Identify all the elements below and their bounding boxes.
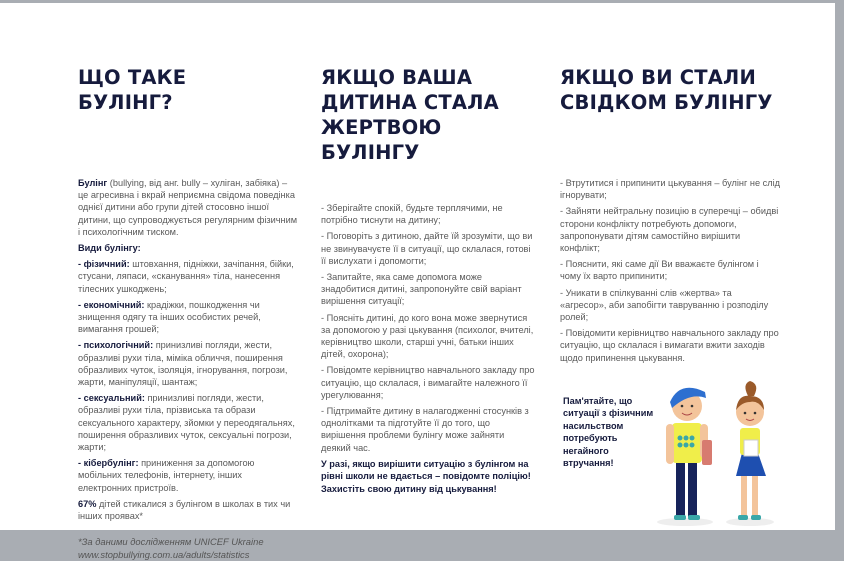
advice-item: - Пояснити, які саме дії Ви вважаєте булінгом і чому їх варто припинити; (560, 259, 759, 282)
advice-item: - Запитайте, яка саме допомога може знадобитися дитині, запропонуйте свій варіант вирішення ситуації; (321, 272, 522, 307)
section-title (560, 65, 780, 115)
title-line: ЖЕРТВОЮ БУЛІНГУ (321, 116, 442, 164)
type-term: - сексуальний: (78, 393, 145, 404)
advice-list (560, 177, 780, 364)
type-text: крадіжки, пошкодження чи знищення одягу та інших особистих речей, вимагання грошей; (78, 299, 261, 335)
type-text: принизливі погляди, жести, образливі рухи тіла, прізвиська та образи сексуального характеру, зйомки у переодягальнях, поширення образливих чуток, сексуальні погрози, жарти; (78, 393, 295, 453)
type-item (78, 299, 298, 336)
title-line: БУЛІНГ? (78, 91, 173, 114)
column-what-is-bullying (78, 65, 298, 561)
stat-text: дітей стикалися з булінгом в школах в тих чи інших проявах* (78, 498, 291, 522)
title-line: ЯКЩО ВАША (321, 66, 473, 89)
type-text: принизливі погляди, жести, образливі рухи тіла, міміка обличчя, поширення образливих чуток, ізоляція, ігнорування, погрози, жарти, маніпуляції, шантаж; (78, 340, 288, 388)
advice-item: - Зайняти нейтральну позицію в суперечці – обидві сторони конфлікту потребують допомоги, запропонувати дітям самостійно вирішити конфлікт; (560, 206, 779, 254)
type-term: - економічний: (78, 299, 145, 310)
leaflet-page (0, 3, 835, 560)
title-line: ЩО ТАКЕ (78, 66, 187, 89)
advice-item: - Повідомити керівництво навчального закладу про ситуацію, що склалася і вимагати вжити заходів щодо припинення цькування. (560, 328, 779, 363)
police-warning: У разі, якщо вирішити ситуацію з булінгом на рівні школи не вдається – повідомте поліцію! Захистіть свою дитину від цькування! (321, 458, 531, 494)
type-term: - психологічний: (78, 340, 154, 351)
type-item (78, 258, 298, 295)
advice-item: - Зберігайте спокій, будьте терплячими, не потрібно тиснути на дитину; (321, 203, 503, 226)
children-illustration (650, 378, 780, 528)
advice-item: - Поясніть дитині, до кого вона може звернутися за допомогою у разі цькування (психолог, вчителі, керівництво школи, старші учні, батьки інших дітей, охорона); (321, 312, 534, 360)
title-line: ЯКЩО ВИ СТАЛИ (560, 66, 756, 89)
source-line: *За даними дослідженням UNICEF Ukraine (78, 536, 264, 548)
title-line: ДИТИНА СТАЛА (321, 91, 499, 114)
section-title (321, 65, 536, 165)
type-text: приниження за допомогою мобільних телефонів, інтернету, інших електронних пристроїв. (78, 458, 255, 493)
reminder-text: Пам'ятайте, що ситуації з фізичним насильством потребують негайного втручання! (563, 396, 654, 469)
definition (78, 177, 298, 238)
types-heading-text: Види булінгу: (78, 243, 141, 254)
type-text: штовхання, підніжки, зачіпання, бійки, стусани, ляпаси, «сканування» тіла, нанесення тілесних ушкоджень; (78, 259, 294, 294)
girl-figure (726, 381, 774, 526)
advice-item: - Втрутитися і припинити цькування – булінг не слід ігнорувати; (560, 178, 780, 201)
title-line: СВІДКОМ БУЛІНГУ (560, 91, 773, 114)
statistic (78, 498, 298, 522)
section-title (78, 65, 298, 115)
advice-item: - Поговоріть з дитиною, дайте їй зрозуміти, що ви не звинувачуєте її в ситуації, що склалася, готові її вислухати і допомогти; (321, 231, 533, 266)
source-link: www.stopbullying.com.ua/adults/statistics (78, 548, 250, 560)
advice-item: - Уникати в спілкуванні слів «жертва» та «агресор», аби запобігти тавруванню і розподілу ролей; (560, 287, 769, 323)
type-term: - фізичний: (78, 259, 130, 270)
type-item (78, 339, 298, 388)
types-heading (78, 242, 298, 254)
advice-item: - Повідомте керівництво навчального закладу про ситуацію, що склалася, і вимагайте належного її урегулювання; (321, 365, 535, 400)
definition-body (78, 177, 298, 561)
definition-term: Булінг (78, 178, 108, 188)
type-item (78, 457, 298, 494)
column-child-victim (321, 65, 536, 495)
column-witness (560, 65, 780, 469)
advice-item: - Підтримайте дитину в налагодженні стосунків з однолітками та підготуйте її до того, що вирішення проблеми булінгу може зайняти деякий час. (321, 406, 529, 453)
definition-text: (bullying, від анг. bully – хуліган, забіяка) – це агресивна і вкрай неприємна свідома поведінка однієї дитини або групи дітей стосовно іншої дитини, що супроводжується регулярним фізичним і психологічним тиском. (78, 178, 298, 237)
source-note (78, 536, 298, 561)
stat-value: 67% (78, 498, 97, 509)
advice-list (321, 202, 536, 495)
boy-figure (657, 388, 713, 526)
type-term: - кібербулінг: (78, 458, 139, 469)
type-item (78, 392, 298, 453)
